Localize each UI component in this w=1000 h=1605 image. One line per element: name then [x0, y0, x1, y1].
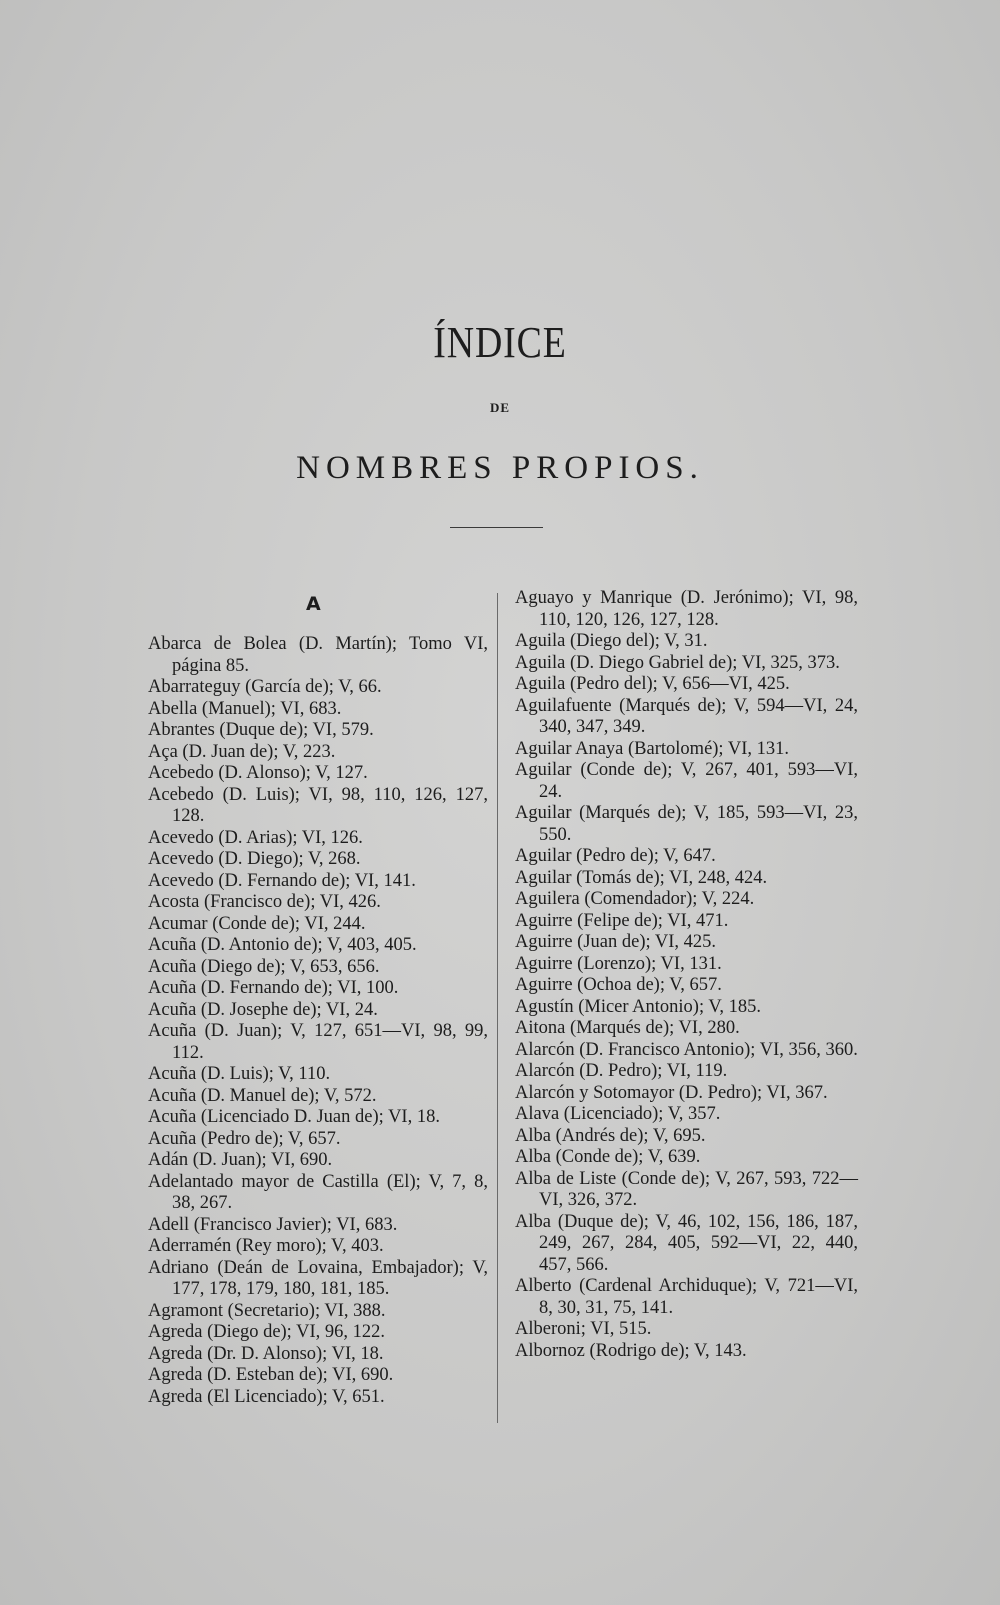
- index-entry: Acuña (D. Juan); V, 127, 651—VI, 98, 99, 112.: [148, 1021, 488, 1063]
- index-entry: Acuña (D. Luis); V, 110.: [148, 1064, 331, 1084]
- index-entry: Albornoz (Rodrigo de); V, 143.: [515, 1340, 747, 1361]
- index-entry: Adán (D. Juan); VI, 690.: [148, 1150, 333, 1170]
- page-title: ÍNDICE: [433, 318, 567, 367]
- index-entry: Acevedo (D. Arias); VI, 126.: [148, 827, 363, 848]
- index-entry: Aguilar (Tomás de); VI, 248, 424.: [515, 867, 768, 888]
- index-entry: Alarcón (D. Francisco Antonio); VI, 356, 360.: [515, 1039, 858, 1060]
- index-entry: Acuña (D. Fernando de); VI, 100.: [148, 978, 399, 998]
- section-letter: A: [306, 593, 321, 615]
- index-entry: Aguilar (Conde de); V, 267, 401, 593—VI, 24.: [515, 760, 858, 802]
- index-entry: Aguirre (Lorenzo); VI, 131.: [515, 953, 722, 974]
- index-entry: Aça (D. Juan de); V, 223.: [148, 741, 336, 762]
- index-entry: Acuña (Pedro de); V, 657.: [148, 1128, 341, 1149]
- index-entry: Abarrateguy (García de); V, 66.: [148, 677, 382, 697]
- index-entry: Alba (Andrés de); V, 695.: [515, 1125, 706, 1146]
- index-entry: Acuña (D. Antonio de); V, 403, 405.: [148, 935, 417, 955]
- index-entry: Acevedo (D. Fernando de); VI, 141.: [148, 870, 416, 891]
- index-entry: Aitona (Marqués de); VI, 280.: [515, 1018, 740, 1038]
- index-entry: Aguilar (Pedro de); V, 647.: [515, 846, 716, 866]
- index-entry: Acuña (D. Manuel de); V, 572.: [148, 1085, 377, 1106]
- index-entry: Abrantes (Duque de); VI, 579.: [148, 720, 374, 740]
- index-entry: Agreda (Dr. D. Alonso); VI, 18.: [148, 1343, 384, 1364]
- index-entry: Aguirre (Juan de); VI, 425.: [515, 932, 717, 952]
- index-entry: Agreda (D. Esteban de); VI, 690.: [148, 1365, 394, 1385]
- index-entry: Adriano (Deán de Lovaina, Embajador); V, 177, 178, 179, 180, 181, 185.: [148, 1257, 488, 1299]
- index-entry: Alarcón y Sotomayor (D. Pedro); VI, 367.: [515, 1082, 828, 1103]
- index-entry: Acuña (Diego de); V, 653, 656.: [148, 956, 380, 977]
- index-entry: Acuña (D. Josephe de); VI, 24.: [148, 999, 378, 1020]
- index-entry: Aguilar (Marqués de); V, 185, 593—VI, 23, 550.: [515, 803, 858, 845]
- index-entry: Agustín (Micer Antonio); V, 185.: [515, 996, 761, 1017]
- index-entry: Aguirre (Ochoa de); V, 657.: [515, 975, 722, 995]
- index-entry: Alarcón (D. Pedro); VI, 119.: [515, 1061, 728, 1081]
- index-entry: Agramont (Secretario); VI, 388.: [148, 1300, 386, 1321]
- title-rule: [450, 527, 543, 528]
- page-subtitle: NOMBRES PROPIOS.: [296, 450, 704, 486]
- index-entry: Acosta (Francisco de); VI, 426.: [148, 892, 381, 912]
- index-entry: Adell (Francisco Javier); VI, 683.: [148, 1214, 398, 1235]
- index-entry: Abarca de Bolea (D. Martín); Tomo VI, página 85.: [148, 634, 488, 676]
- right-column: [515, 588, 858, 1362]
- title-connector: DE: [489, 400, 511, 415]
- index-entry: Acevedo (D. Diego); V, 268.: [148, 849, 361, 869]
- index-entry: Alba de Liste (Conde de); V, 267, 593, 722—VI, 326, 372.: [515, 1168, 858, 1210]
- index-entry: Alba (Duque de); V, 46, 102, 156, 186, 187, 249, 267, 284, 405, 592—VI, 22, 440, 457, 566.: [515, 1211, 858, 1275]
- index-entry: Alberto (Cardenal Archiduque); V, 721—VI, 8, 30, 31, 75, 141.: [515, 1276, 858, 1318]
- index-entry: Agreda (Diego de); VI, 96, 122.: [148, 1322, 386, 1342]
- index-entry: Aguilar Anaya (Bartolomé); VI, 131.: [515, 738, 790, 759]
- index-entry: Acumar (Conde de); VI, 244.: [148, 913, 366, 934]
- index-entry: Acuña (Licenciado D. Juan de); VI, 18.: [148, 1107, 440, 1127]
- index-entry: Alba (Conde de); V, 639.: [515, 1147, 701, 1167]
- index-entry: Aguayo y Manrique (D. Jerónimo); VI, 98, 110, 120, 126, 127, 128.: [515, 588, 858, 630]
- index-entry: Acebedo (D. Alonso); V, 127.: [148, 763, 368, 783]
- index-entry: Alava (Licenciado); V, 357.: [515, 1104, 721, 1124]
- index-entry: Aguilera (Comendador); V, 224.: [515, 889, 755, 909]
- index-entry: Alberoni; VI, 515.: [515, 1319, 652, 1339]
- index-entry: Aguirre (Felipe de); VI, 471.: [515, 910, 729, 931]
- index-entry: Aguila (D. Diego Gabriel de); VI, 325, 373.: [515, 652, 840, 673]
- index-entry: Abella (Manuel); VI, 683.: [148, 698, 342, 719]
- index-entry: Aguila (Pedro del); V, 656—VI, 425.: [515, 674, 790, 694]
- column-divider: [497, 593, 498, 1423]
- left-column: [148, 634, 488, 1408]
- index-entry: Adelantado mayor de Castilla (El); V, 7, 8, 38, 267.: [148, 1171, 488, 1213]
- index-entry: Aguila (Diego del); V, 31.: [515, 631, 708, 651]
- index-entry: Aderramén (Rey moro); V, 403.: [148, 1236, 384, 1256]
- index-entry: Acebedo (D. Luis); VI, 98, 110, 126, 127, 128.: [148, 784, 488, 826]
- index-entry: Aguilafuente (Marqués de); V, 594—VI, 24, 340, 347, 349.: [515, 695, 858, 737]
- index-entry: Agreda (El Licenciado); V, 651.: [148, 1386, 385, 1407]
